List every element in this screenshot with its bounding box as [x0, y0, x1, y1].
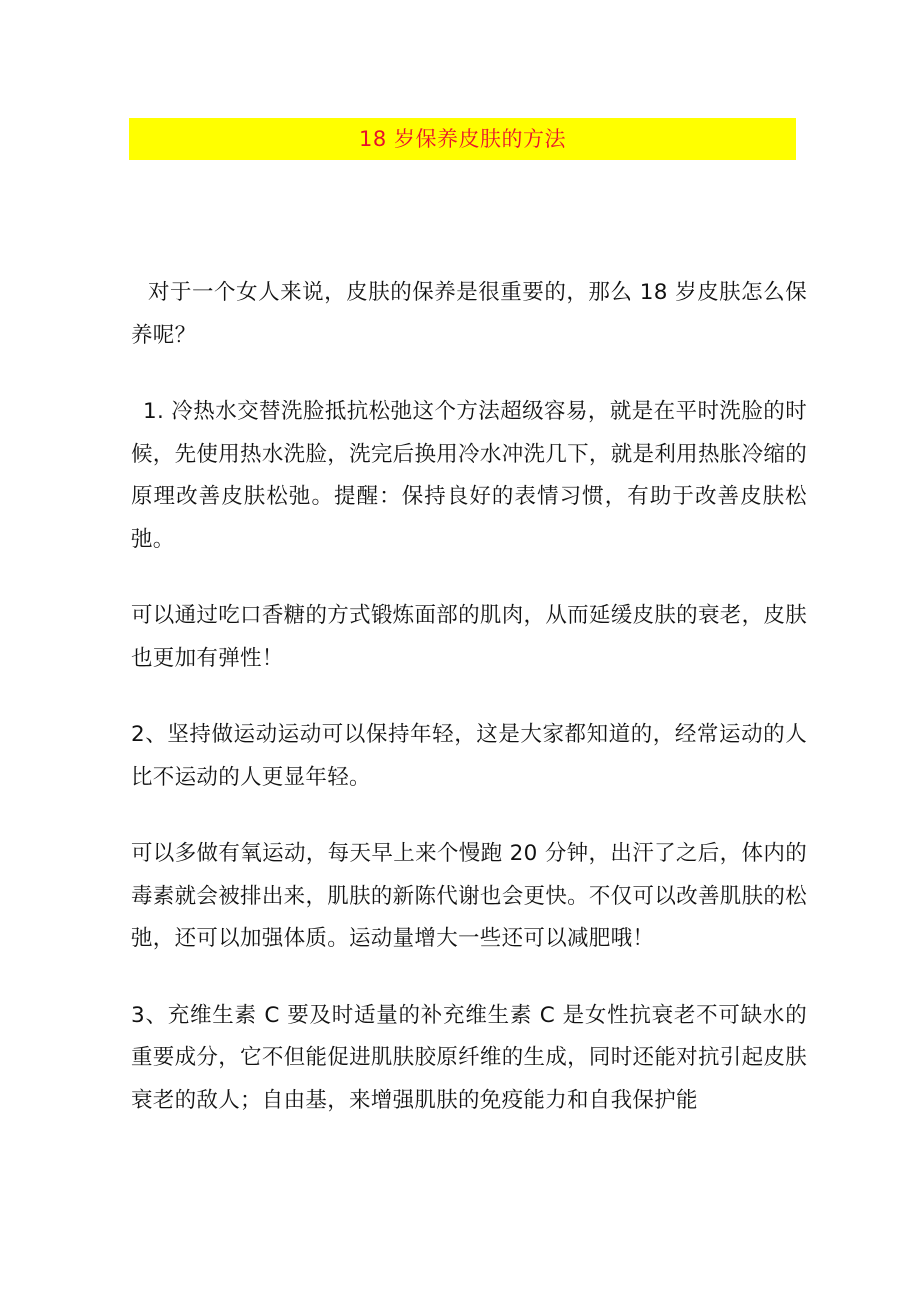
- article-body: [131, 272, 807, 1122]
- tip-2-extra-paragraph: 可以多做有氧运动，每天早上来个慢跑 20 分钟，出汗了之后，体内的毒素就会被排出来，肌肤的新陈代谢也会更快。不仅可以改善肌肤的松弛，还可以加强体质。运动量增大一些还可以减肥哦！: [131, 841, 807, 951]
- tip-2-paragraph: 2、坚持做运动运动可以保持年轻，这是大家都知道的，经常运动的人比不运动的人更显年轻。: [131, 722, 807, 790]
- tip-3-paragraph: 3、充维生素 C 要及时适量的补充维生素 C 是女性抗衰老不可缺水的重要成分，它不但能促进肌肤胶原纤维的生成，同时还能对抗引起皮肤衰老的敌人；自由基，来增强肌肤的免疫能力和自我保护能: [131, 1002, 807, 1113]
- intro-paragraph: 对于一个女人来说，皮肤的保养是很重要的，那么 18 岁皮肤怎么保养呢？: [131, 280, 807, 348]
- tip-1-extra-paragraph: 可以通过吃口香糖的方式锻炼面部的肌肉，从而延缓皮肤的衰老，皮肤也更加有弹性！: [131, 603, 807, 671]
- page-title: 18 岁保养皮肤的方法: [359, 126, 566, 151]
- title-banner: [129, 118, 796, 160]
- tip-1-paragraph: 1. 冷热水交替洗脸抵抗松弛这个方法超级容易，就是在平时洗脸的时候，先使用热水洗脸，洗完后换用冷水冲洗几下，就是利用热胀冷缩的原理改善皮肤松弛。提醒：保持良好的表情习惯，有助于改善皮肤松弛。: [131, 399, 807, 552]
